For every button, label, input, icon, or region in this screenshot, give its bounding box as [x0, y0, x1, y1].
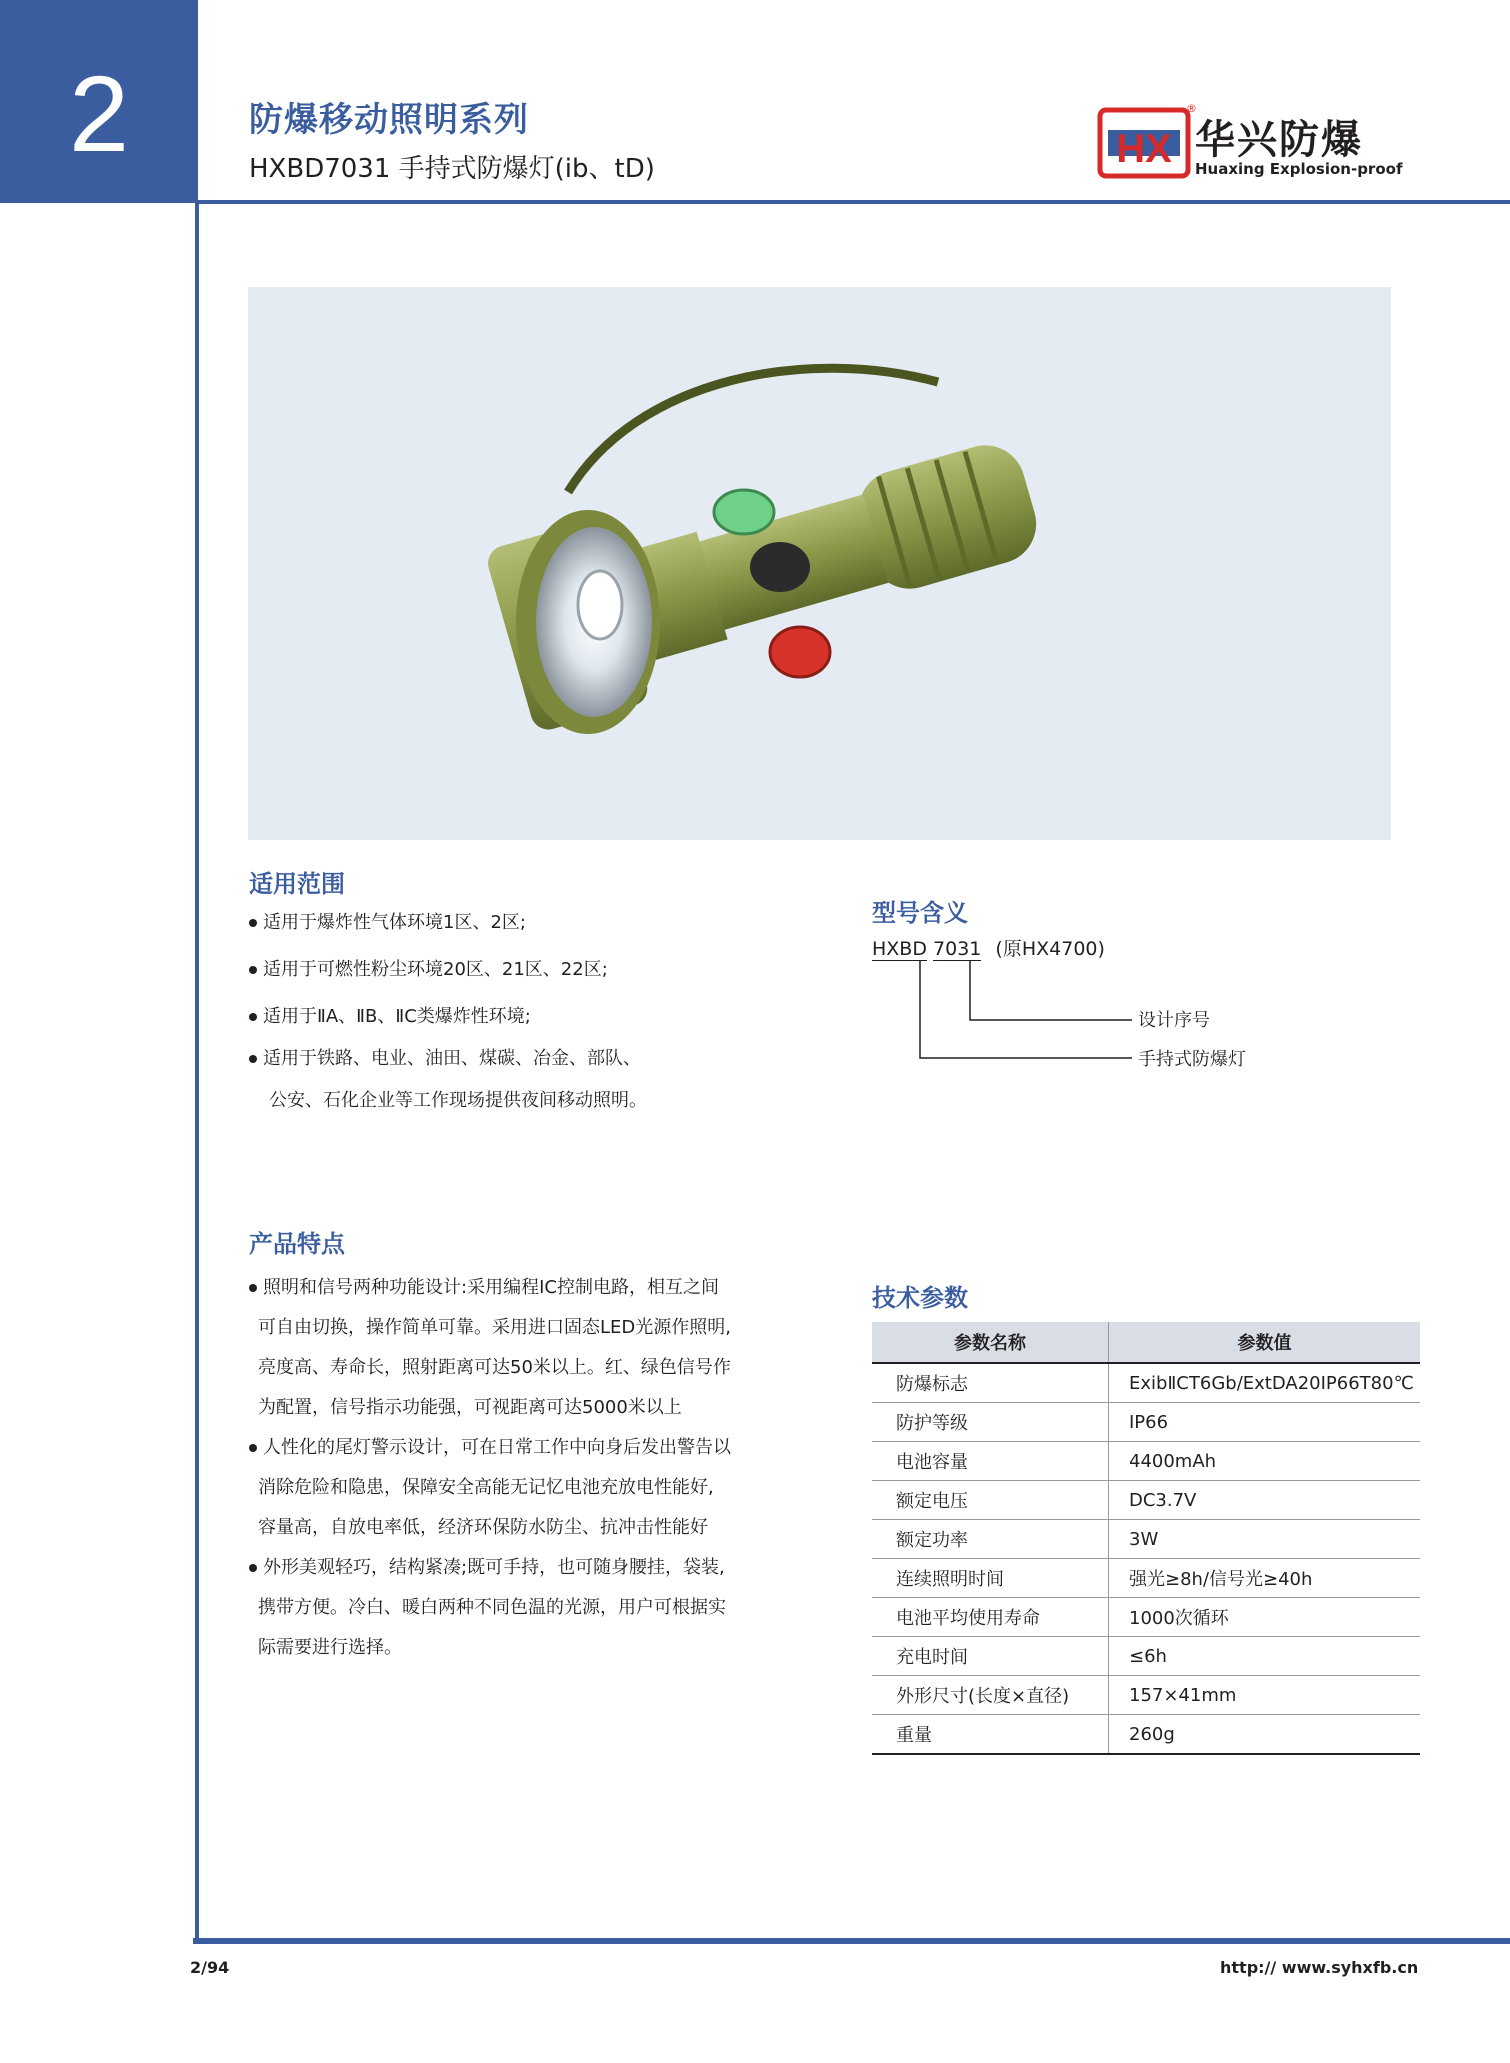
model-code — [872, 934, 1105, 961]
feature-line: 照明和信号两种功能设计:采用编程IC控制电路，相互之间 — [249, 1268, 731, 1308]
product-photo — [248, 287, 1391, 840]
feature-line: 外形美观轻巧，结构紧凑;既可手持，也可随身腰挂，袋装, — [249, 1548, 731, 1588]
table-row: 重量 260g — [872, 1715, 1420, 1755]
footer-page-number: 2/94 — [190, 1958, 230, 1977]
bullet-dot — [249, 966, 257, 974]
footer-url[interactable]: http:// www.syhxfb.cn — [1220, 1958, 1419, 1977]
product-title: HXBD7031 手持式防爆灯(ib、tD) — [249, 154, 655, 184]
table-row: 额定功率 3W — [872, 1520, 1420, 1559]
logo-name-cn: 华兴防爆 — [1195, 117, 1363, 163]
logo-registered-mark: ® — [1186, 102, 1197, 115]
model-label-type: 手持式防爆灯 — [1138, 1049, 1246, 1070]
model-code-prefix: HXBD — [872, 938, 927, 960]
header-rule — [198, 200, 1510, 204]
black-power-button — [750, 542, 810, 592]
column-header-value: 参数值 — [1109, 1322, 1421, 1363]
feature-line: 可自由切换，操作简单可靠。采用进口固态LED光源作照明, — [258, 1317, 731, 1338]
model-original: (原HX4700) — [995, 938, 1105, 960]
table-row: 额定电压 DC3.7V — [872, 1481, 1420, 1520]
model-label-serial: 设计序号 — [1138, 1010, 1210, 1031]
footer-rule — [193, 1938, 1510, 1944]
left-margin-rule — [195, 203, 199, 1943]
logo-name-en: Huaxing Explosion-proof — [1195, 160, 1403, 178]
scope-heading: 适用范围 — [249, 870, 345, 898]
logo-mark-letters: HX — [1116, 127, 1172, 171]
bullet-dot — [249, 1055, 257, 1063]
bullet-dot — [249, 1013, 257, 1021]
series-title: 防爆移动照明系列 — [249, 100, 529, 140]
model-leader-lines — [900, 958, 1140, 1068]
wrist-strap — [568, 368, 938, 492]
feature-line: 消除危险和隐患，保障安全高能无记忆电池充放电性能好, — [258, 1477, 714, 1498]
table-row: 防护等级 IP66 — [872, 1403, 1420, 1442]
table-row: 外形尺寸(长度×直径) 157×41mm — [872, 1676, 1420, 1715]
features-heading: 产品特点 — [249, 1230, 345, 1258]
huaxing-logo-mark — [1098, 100, 1197, 182]
scope-item: 适用于ⅡA、ⅡB、ⅡC类爆炸性环境; — [249, 1002, 531, 1032]
chapter-number: 2 — [0, 0, 198, 203]
specs-table — [872, 1322, 1420, 1755]
flashlight-illustration — [248, 287, 1391, 840]
table-row: 充电时间 ≤6h — [872, 1637, 1420, 1676]
specs-heading: 技术参数 — [872, 1284, 968, 1312]
feature-line: 亮度高、寿命长，照射距离可达50米以上。红、绿色信号作 — [258, 1357, 731, 1378]
scope-item-continuation: 公安、石化企业等工作现场提供夜间移动照明。 — [269, 1090, 647, 1111]
table-row: 防爆标志 ExibⅡCT6Gb/ExtDA20IP66T80℃ — [872, 1363, 1420, 1403]
bullet-dot — [249, 919, 257, 927]
table-row: 电池容量 4400mAh — [872, 1442, 1420, 1481]
table-row: 电池平均使用寿命 1000次循环 — [872, 1598, 1420, 1637]
feature-line: 人性化的尾灯警示设计，可在日常工作中向身后发出警告以 — [249, 1428, 731, 1468]
green-signal-button — [714, 490, 774, 534]
model-code-serial: 7031 — [933, 938, 982, 960]
scope-item: 适用于爆炸性气体环境1区、2区; — [249, 908, 526, 938]
feature-line: 携带方便。冷白、暖白两种不同色温的光源，用户可根据实 — [258, 1597, 726, 1618]
red-signal-button — [770, 627, 830, 677]
model-heading: 型号含义 — [872, 899, 968, 927]
feature-line: 容量高，自放电率低，经济环保防水防尘、抗冲击性能好 — [258, 1517, 708, 1538]
feature-line: 际需要进行选择。 — [258, 1637, 402, 1658]
table-row: 连续照明时间 强光≥8h/信号光≥40h — [872, 1559, 1420, 1598]
scope-item: 适用于铁路、电业、油田、煤碳、冶金、部队、 — [249, 1044, 641, 1074]
column-header-name: 参数名称 — [872, 1322, 1109, 1363]
scope-item: 适用于可燃性粉尘环境20区、21区、22区; — [249, 955, 608, 985]
feature-line: 为配置，信号指示功能强，可视距离可达5000米以上 — [258, 1397, 682, 1418]
features-body — [249, 1268, 731, 1668]
table-header-row — [872, 1322, 1420, 1363]
